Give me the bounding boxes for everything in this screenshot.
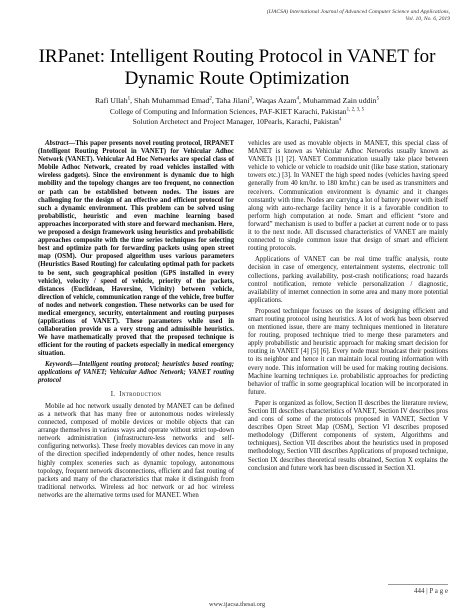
author-index: 1 — [127, 96, 131, 102]
author-index: 4 — [296, 96, 300, 102]
page-number-text: 444 | P a g e — [414, 587, 448, 595]
affiliation-index: 1, 2, 3, 5 — [346, 107, 365, 113]
affiliation-index: 4 — [338, 117, 342, 123]
author-index: 2 — [209, 96, 212, 102]
page-number — [414, 587, 448, 595]
abstract — [38, 140, 234, 359]
author-index: 5 — [376, 96, 380, 102]
body-paragraph: Paper is organized as follow, Section II describes the literature review, Section III describes characteristics of VANET, Section IV describes pros and cons of some of the protocols proposed in VANET, Section V describes Open Street Map (OSM), Section VI describes proposed methodology (Different components of system, Algorithms and techniques), Section VII describes about the heuristics used in proposed methodology, Section VIII describes Applications of proposed technique, Section IX describes theoretical results obtained, Section X explains the conclusion and future work has been discussed in Section XI. — [248, 399, 448, 472]
journal-name: (IJACSA) International Journal of Advanced Computer Science and Applications, — [266, 9, 450, 15]
section-heading — [38, 391, 234, 399]
section-title: Introduction — [119, 390, 162, 398]
body-paragraph: vehicles are used as movable objects in MANET, this special class of MANET is known as Vehicular Adhoc Networks usually known as VANETs [1] [2]. VANET Communication usually take place between vehicle to vehicle or vehicle to roadside unit (like base station, stationary towers etc.) [3]. In VANET the high speed nodes (vehicles having speed generally from 40 km/hr. to 180 km/hr.) can be used as transmitters and receivers. Communication environment is dynamic and it changes constantly with time. Nodes are carrying a lot of battery power with itself along with auto-recharge facility hence it is a favorable condition to perform high computation at node. Smart and efficient “store and forward” mechanism is used to buffer a packet at current node or to pass it to the next node. All discussed characteristics of VANET are mainly connected to single common issue that design of smart and efficient routing protocols. — [248, 140, 448, 253]
keywords: Keywords—Intelligent routing protocol; heuristics based routing; applications of VANET; Vehicular Adhoc Network; VANET routing protocol — [38, 360, 234, 384]
author-index: 3 — [249, 96, 253, 102]
author-name: , Waqas Azam — [252, 96, 297, 105]
page-rule — [388, 584, 448, 585]
affiliation-line: College of Computing and Information Sciences, PAF-KIET Karachi, Pakistan — [109, 107, 347, 116]
author-name: , Muhammad Zain uddin — [299, 96, 377, 105]
author-name: , Shah Muhammad Emad — [130, 96, 210, 105]
journal-url[interactable]: www.ijacsa.thesai.org — [208, 601, 266, 608]
affiliation-line: Solution Archetect and Project Manager, 10Pearls, Karachi, Pakistan — [132, 117, 339, 126]
left-column — [38, 140, 234, 502]
author-name: Rafi Ullah — [94, 96, 128, 105]
abstract-text: —This paper presents novel routing protocol, IRPANET (Intelligent Routing Protocol in VANET) for Vehicular Adhoc Network (VANET). Vehicular Ad Hoc Networks are special class of Mobile Adhoc Network, created by road vehicles installed with wireless gadgets). Since the environment is dynamic due to high mobility and the topology changes are too frequent, no connection or path can be established between nodes. The issues are challenging for the design of an effective and efficient protocol for such a dynamic environment. This problem can be solved using probabilistic, heuristic and even machine learning based approaches incorporated with store and forward mechanism. Here, we proposed a design framework using heuristics and probabilistic approaches composite with the time series techniques for selecting best and optimize path for forwarding packets using open street map (OSM). Our proposed algorithm uses various parameters (Heuristics Based Routing) for calculating optimal path for packets to be sent, such geographical position (GPS installed in every vehicle), velocity / speed of vehicle, priority of the packets, distances (Euclidean, Haversine, Vicinity) between vehicle, direction of vehicle, communication range of the vehicle, free buffer of nodes and network congestion. These networks can be used for medical emergency, security, entertainment and routing purposes (applications of VANET). These parameters while used in collaboration provide us a very strong and admissible heuristics. We have mathematically proved that the proposed technique is efficient for the routing of packets especially in medical emergency situation. — [38, 140, 234, 358]
section-number: I. — [110, 390, 116, 398]
author-name: , Taha Jilani — [211, 96, 250, 105]
abstract-lead: Abstract — [45, 140, 69, 147]
journal-volume: Vol. 10, No. 6, 2019 — [405, 16, 450, 22]
body-paragraph: Mobile ad hoc network usually denoted by MANET can be defined as a network that has many free or autonomous nodes wirelessly connected, composed of mobile devices or mobile objects that can arrange themselves in various ways and operate without strict top-down network administration (infrastructure-less networks and self-configuring networks). These freely movables devices can move in any of the direction specified independently of other nodes, hence results highly complex sceneries such as dynamic topology, autonomous topology, frequent network disconnections, efficient and fast routing of packets and many of the characteristics that make it distinguish from traditional networks. Wireless ad hoc network or ad hoc wireless networks are the alternative terms used for MANET. When — [38, 402, 234, 499]
paper-title: IRPanet: Intelligent Routing Protocol in VANET for Dynamic Route Optimization — [38, 46, 436, 89]
body-paragraph: Applications of VANET can be real time traffic analysis, route decision in case of emergency, entertainment systems, electronic toll collections, parking availability, post-crash notifications; road hazards control notification, remote vehicle personalization / diagnostic, availability of internet connection in some area and many more potential applications. — [248, 256, 448, 304]
body-paragraph: Proposed technique focuses on the issues of designing efficient and smart routing protocol using heuristics. A lot of work has been observed on mentioned issue, there are many techniques mentioned in literature for routing, proposed technique tried to merge these parameters and apply probabilistic and heuristic approach for making smart decision for routing in VANET [4] [5] [6]. Every node must broadcast their positions to its neighbor and hence it can maintain local routing information with every node. This information will be used for making routing decisions. Machine learning techniques i.e. probabilistic approaches for predicting behavior of traffic in some geographical location will be incorporated in future. — [248, 307, 448, 396]
journal-header — [150, 9, 450, 23]
author-list — [20, 96, 454, 106]
right-column — [248, 140, 448, 475]
affiliations — [20, 107, 454, 127]
